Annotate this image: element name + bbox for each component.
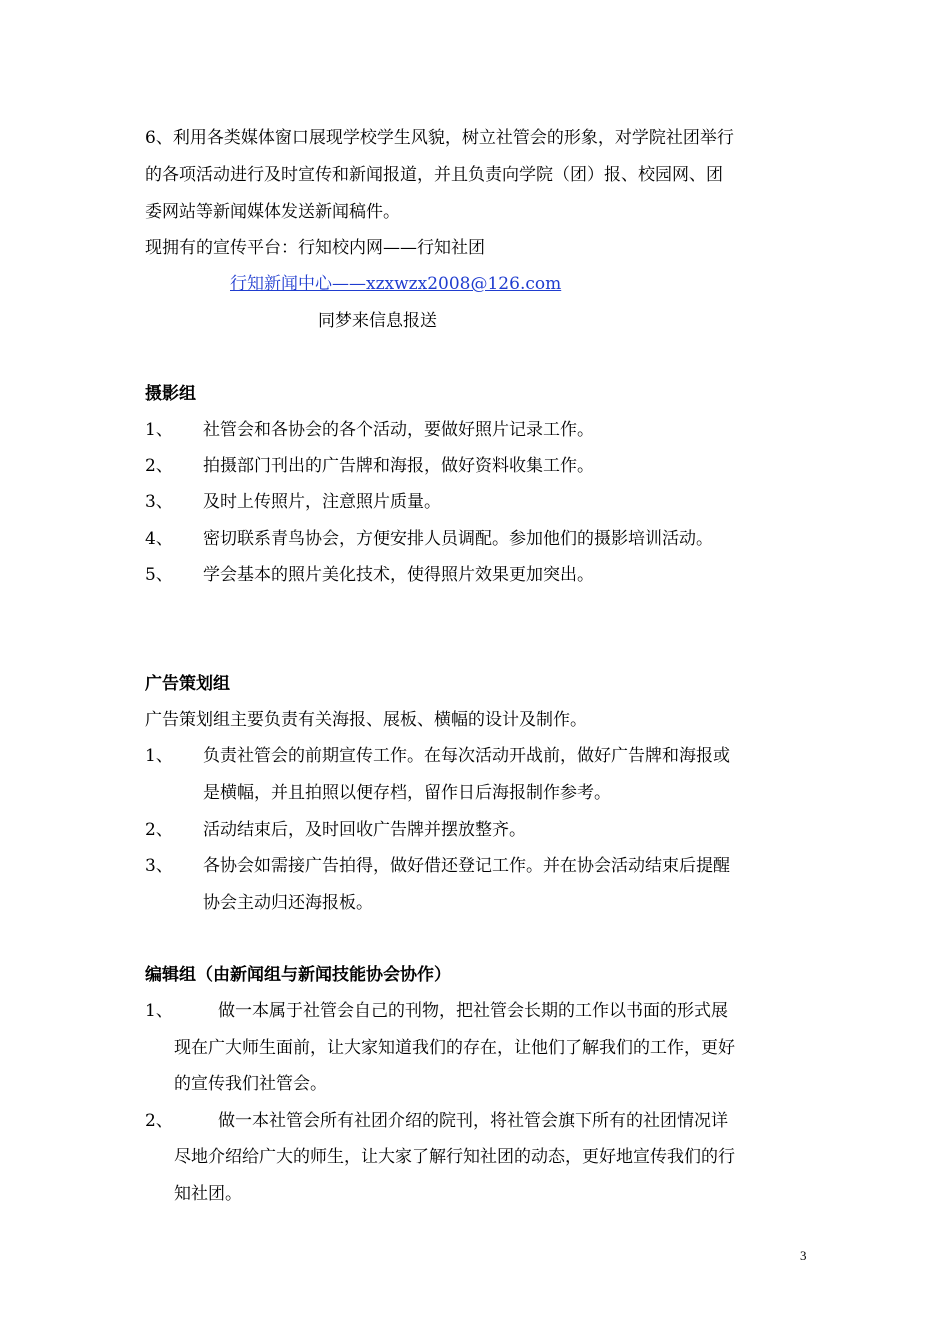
platform-email-link[interactable]: 行知新闻中心——xzxwzx2008@126.com xyxy=(230,274,562,294)
list-item-line: 做一本属于社管会自己的刊物，把社管会长期的工作以书面的形式展 xyxy=(218,1001,728,1021)
list-number: 1、 xyxy=(145,1001,173,1021)
list-item-line: 是横幅，并且拍照以便存档，留作日后海报制作参考。 xyxy=(203,783,611,803)
list-item-line: 做一本社管会所有社团介绍的院刊，将社管会旗下所有的社团情况详 xyxy=(218,1111,728,1131)
list-item-line: 知社团。 xyxy=(174,1184,242,1204)
list-item-line: 协会主动归还海报板。 xyxy=(203,893,373,913)
list-number: 2、 xyxy=(145,1111,173,1131)
list-number: 2、 xyxy=(145,456,173,476)
list-number: 4、 xyxy=(145,529,173,549)
list-item-line: 负责社管会的前期宣传工作。在每次活动开战前，做好广告牌和海报或 xyxy=(203,746,730,766)
section-intro: 广告策划组主要负责有关海报、展板、横幅的设计及制作。 xyxy=(145,710,587,730)
list-item: 拍摄部门刊出的广告牌和海报，做好资料收集工作。 xyxy=(203,456,594,476)
list-item-line: 的宣传我们社管会。 xyxy=(174,1074,327,1094)
list-number: 5、 xyxy=(145,565,173,585)
platforms-label: 现拥有的宣传平台：行知校内网——行知社团 xyxy=(145,238,485,258)
list-number: 1、 xyxy=(145,746,173,766)
list-item: 密切联系青鸟协会，方便安排人员调配。参加他们的摄影培训活动。 xyxy=(203,529,713,549)
list-number: 1、 xyxy=(145,420,173,440)
page-number: 3 xyxy=(800,1248,807,1263)
list-item-line: 各协会如需接广告拍得，做好借还登记工作。并在协会活动结束后提醒 xyxy=(203,856,730,876)
paragraph-line: 委网站等新闻媒体发送新闻稿件。 xyxy=(145,202,400,222)
list-item-line: 活动结束后，及时回收广告牌并摆放整齐。 xyxy=(203,820,526,840)
section-heading-edit: 编辑组（由新闻组与新闻技能协会协作） xyxy=(145,965,451,985)
section-heading-ad: 广告策划组 xyxy=(145,674,230,694)
list-number: 2、 xyxy=(145,820,173,840)
list-number: 3、 xyxy=(145,492,173,512)
list-item: 及时上传照片，注意照片质量。 xyxy=(203,492,441,512)
section-heading-photo: 摄影组 xyxy=(145,384,196,404)
list-item-line: 现在广大师生面前，让大家知道我们的存在，让他们了解我们的工作，更好 xyxy=(174,1038,735,1058)
paragraph-line: 6、利用各类媒体窗口展现学校学生风貌，树立社管会的形象，对学院社团举行 xyxy=(145,128,734,148)
platform-item: 同梦来信息报送 xyxy=(318,311,437,331)
list-item: 社管会和各协会的各个活动，要做好照片记录工作。 xyxy=(203,420,594,440)
list-item: 学会基本的照片美化技术，使得照片效果更加突出。 xyxy=(203,565,594,585)
paragraph-line: 的各项活动进行及时宣传和新闻报道，并且负责向学院（团）报、校园网、团 xyxy=(145,165,723,185)
list-item-line: 尽地介绍给广大的师生，让大家了解行知社团的动态，更好地宣传我们的行 xyxy=(174,1147,735,1167)
list-number: 3、 xyxy=(145,856,173,876)
